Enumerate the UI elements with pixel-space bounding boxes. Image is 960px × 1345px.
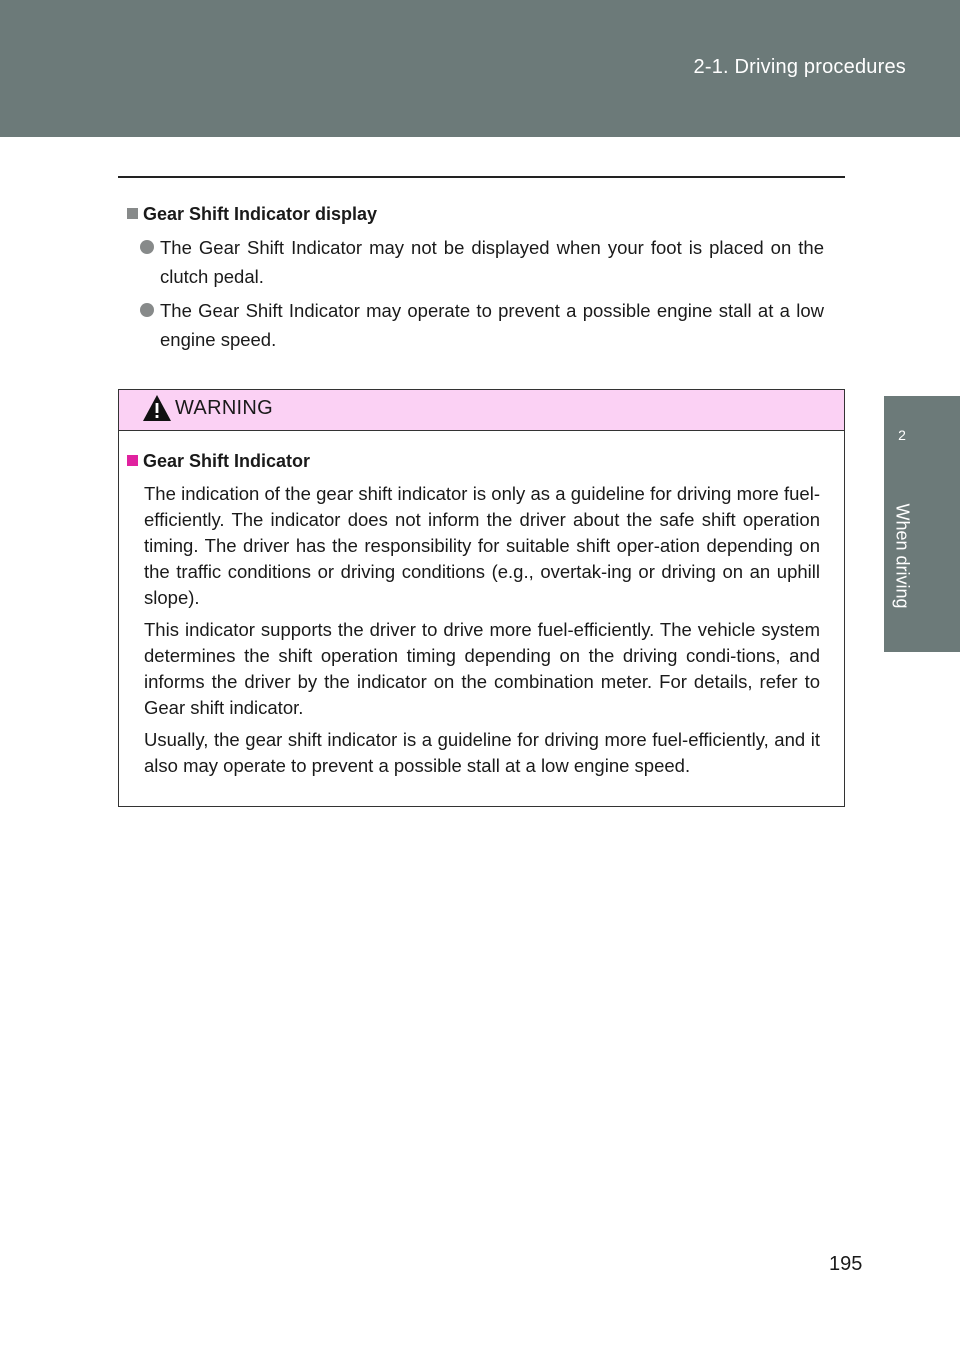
gear-shift-display-section: [127, 200, 847, 354]
divider: [118, 176, 845, 178]
list-item: The Gear Shift Indicator may operate to prevent a possible engine stall at a low engine speed.: [127, 296, 824, 354]
warning-box: [118, 389, 845, 807]
chapter-tab: [884, 396, 960, 652]
warning-paragraph: Usually, the gear shift indicator is a guideline for driving more fuel-efficiently, and it also may operate to prevent a possible stall at a low engine speed.: [144, 729, 820, 776]
round-bullet-icon: [140, 240, 154, 254]
chapter-title: When driving: [892, 503, 913, 609]
section-heading: Gear Shift Indicator display: [127, 200, 847, 228]
square-bullet-icon: [127, 208, 138, 219]
section-title: 2-1. Driving procedures: [693, 56, 906, 78]
chapter-number: 2: [898, 427, 906, 443]
header-band: [0, 0, 960, 137]
warning-body: [119, 431, 844, 779]
warning-heading: Gear Shift Indicator: [127, 447, 836, 475]
warning-paragraph: The indication of the gear shift indicator is only as a guideline for driving more fuel-efficiently. The indicator does not inform the driver about the safe shift operation timing. The driver has the responsibility for suitable shift oper-ation depending on the traffic conditions or driving conditions (e.g., overtak-ing or driving on an uphill slope).: [144, 483, 820, 608]
square-bullet-icon: [127, 455, 138, 466]
warning-title: WARNING: [175, 397, 274, 419]
warning-header: [119, 390, 844, 431]
warning-paragraph: This indicator supports the driver to drive more fuel-efficiently. The vehicle system determines the shift operation timing depending on the driving condi-tions, and informs the driver by the indicator on the combination meter. For details, refer to Gear shift indicator.: [144, 619, 820, 718]
page-number: 195: [829, 1253, 863, 1275]
list-item: The Gear Shift Indicator may not be displayed when your foot is placed on the clutch pedal.: [127, 233, 824, 291]
warning-triangle-icon: [142, 394, 172, 422]
round-bullet-icon: [140, 303, 154, 317]
